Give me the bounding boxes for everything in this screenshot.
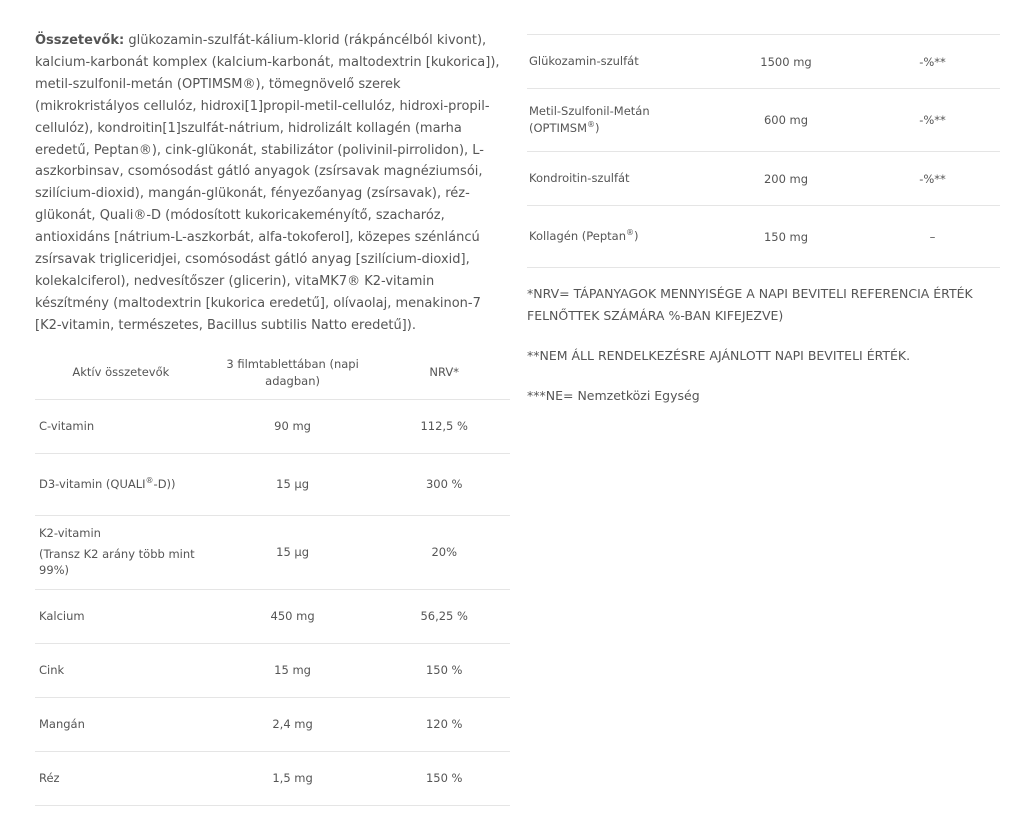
row-name-suffix: ) xyxy=(634,229,639,243)
nutrition-table-header xyxy=(35,347,510,400)
table-row xyxy=(527,35,1000,89)
table-row xyxy=(527,152,1000,206)
row-amount: 15 µg xyxy=(207,453,379,515)
table-row xyxy=(35,453,510,515)
registered-mark: ® xyxy=(626,228,634,238)
row-name: Kalcium xyxy=(35,589,207,643)
row-nrv: 300 % xyxy=(378,453,510,515)
row-nrv: 56,25 % xyxy=(378,589,510,643)
row-amount: 2,4 mg xyxy=(207,697,379,751)
left-column xyxy=(35,30,510,806)
row-amount: 90 mg xyxy=(207,399,379,453)
row-nrv: 20% xyxy=(378,515,510,589)
table-row xyxy=(35,515,510,589)
row-name-suffix: -D)) xyxy=(153,477,176,492)
table-row xyxy=(35,751,510,805)
header-daily-dose: 3 filmtablettában (napi adagban) xyxy=(226,356,359,388)
header-nrv: NRV* xyxy=(429,365,460,380)
registered-mark: ® xyxy=(587,120,596,130)
registered-mark: ® xyxy=(145,476,154,486)
row-nrv: 150 % xyxy=(378,643,510,697)
row-nrv: 120 % xyxy=(378,697,510,751)
row-name-text: Kollagén (Peptan xyxy=(529,229,626,243)
row-name: Kondroitin-szulfát xyxy=(527,152,707,206)
row-amount: 600 mg xyxy=(707,89,865,152)
nrv-footnote: *NRV= TÁPANYAGOK MENNYISÉGE A NAPI BEVITELI REFERENCIA ÉRTÉK FELNŐTTEK SZÁMÁRA %-BAN KIFEJEZVE) xyxy=(527,286,973,323)
row-name xyxy=(35,453,207,515)
row-nrv: -%** xyxy=(865,89,1000,152)
row-nrv: 150 % xyxy=(378,751,510,805)
row-nrv: -%** xyxy=(865,35,1000,89)
ingredients-paragraph xyxy=(35,30,505,337)
row-name xyxy=(527,206,707,268)
row-amount: 200 mg xyxy=(707,152,865,206)
row-nrv: 112,5 % xyxy=(378,399,510,453)
international-unit-footnote: ***NE= Nemzetközi Egység xyxy=(527,388,700,403)
row-name: Mangán xyxy=(35,697,207,751)
table-row xyxy=(35,589,510,643)
row-amount: 1,5 mg xyxy=(207,751,379,805)
table-row xyxy=(527,206,1000,268)
row-name: C-vitamin xyxy=(35,399,207,453)
row-name-text: Metil-Szulfonil-Metán (OPTIMSM xyxy=(529,104,650,135)
row-amount: 450 mg xyxy=(207,589,379,643)
row-amount: 15 µg xyxy=(207,515,379,589)
row-amount: 1500 mg xyxy=(707,35,865,89)
row-name xyxy=(527,89,707,152)
row-nrv: – xyxy=(865,206,1000,268)
ingredients-label: Összetevők: xyxy=(35,33,125,48)
row-amount: 15 mg xyxy=(207,643,379,697)
row-amount: 150 mg xyxy=(707,206,865,268)
ingredients-text: glükozamin-szulfát-kálium-klorid (rákpáncélból kivont), kalcium-karbonát komplex (kalcium-karbonát, maltodextrin [kukorica]), metil-szulfonil-metán (OPTIMSM®), tömegnövelő szerek (mikrokristályos cellulóz, hidroxi[1]propil-metil-cellulóz, hidroxi-propil-cellulóz), kondroitin[1]szulfát-nátrium, hidrolizált kollagén (marha eredetű, Peptan®), cink-glükonát, stabilizátor (polivinil-pirrolidon), L-aszkorbinsav, csomósodást gátló anyagok (zsírsavak magnéziumsói, szilícium-dioxid), mangán-glükonát, fényezőanyag (zsírsavak), réz-glükonát, Quali®-D (módosított kukoricakeményítő, szacharóz, antioxidáns [nátrium-L-aszkorbát, alfa-tokoferol], közepes szénláncú zsírsavak trigliceridjei, csomósodást gátló anyag [szilícium-dioxid], kolekalciferol), nedvesítőszer (glicerin), vitaMK7® K2-vitamin készítmény (maltodextrin [kukorica eredetű], olívaolaj, menakinon-7 [K2-vitamin, természetes, Bacillus subtilis Natto eredetű]). xyxy=(35,33,500,333)
table-row xyxy=(35,697,510,751)
no-reference-footnote: **NEM ÁLL RENDELKEZÉSRE AJÁNLOTT NAPI BEVITELI ÉRTÉK. xyxy=(527,348,911,363)
table-row xyxy=(527,89,1000,152)
row-name: Glükozamin-szulfát xyxy=(527,35,707,89)
row-name: Cink xyxy=(35,643,207,697)
right-column xyxy=(527,34,1000,407)
header-active-ingredients: Aktív összetevők xyxy=(72,365,170,380)
table-row xyxy=(35,643,510,697)
row-name-suffix: ) xyxy=(595,121,600,135)
row-name xyxy=(35,515,207,589)
row-name-text: K2-vitamin xyxy=(39,526,101,541)
nutrition-table xyxy=(35,347,510,806)
table-row xyxy=(35,399,510,453)
other-ingredients-table xyxy=(527,34,1000,268)
row-name-text: D3-vitamin (QUALI xyxy=(39,477,146,492)
row-name: Réz xyxy=(35,751,207,805)
row-name-detail: (Transz K2 arány több mint 99%) xyxy=(39,547,195,578)
row-nrv: -%** xyxy=(865,152,1000,206)
